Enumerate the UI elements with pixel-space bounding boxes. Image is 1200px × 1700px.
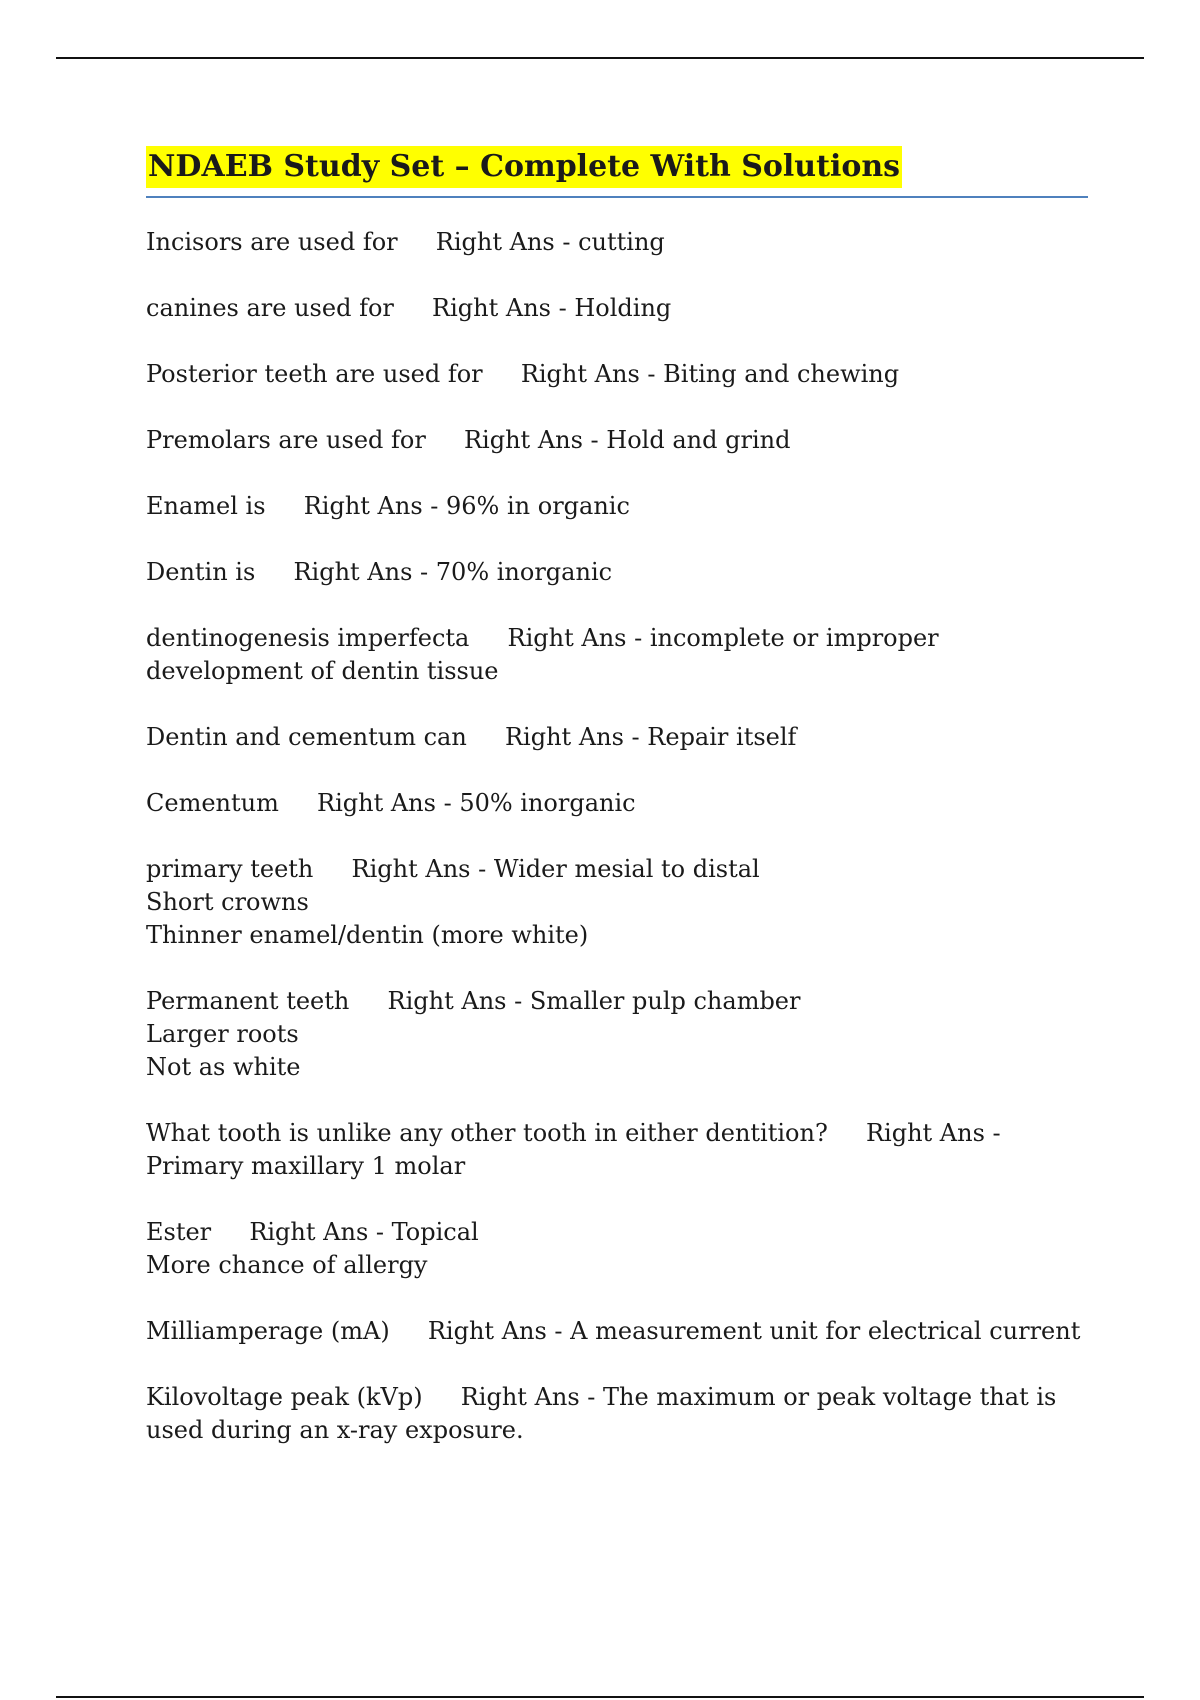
qa-list bbox=[146, 226, 1088, 1447]
question-text: Kilovoltage peak (kVp) bbox=[146, 1383, 423, 1411]
question-text: Dentin and cementum can bbox=[146, 723, 467, 751]
answer-text: Right Ans - 50% inorganic bbox=[317, 789, 636, 817]
qa-item bbox=[146, 556, 1088, 589]
answer-extra-line: Short crowns bbox=[146, 888, 309, 916]
answer-text: Right Ans - cutting bbox=[435, 228, 665, 256]
document-body bbox=[146, 146, 1088, 1480]
answer-text: Right Ans - incomplete or improper development of dentin tissue bbox=[146, 624, 947, 685]
qa-item bbox=[146, 1315, 1088, 1348]
qa-item bbox=[146, 622, 1088, 688]
title-block bbox=[146, 146, 1088, 198]
document-title: NDAEB Study Set – Complete With Solutions bbox=[146, 146, 902, 188]
answer-text: Right Ans - Topical bbox=[249, 1218, 479, 1246]
question-text: primary teeth bbox=[146, 855, 314, 883]
qa-item bbox=[146, 787, 1088, 820]
question-text: What tooth is unlike any other tooth in either dentition? bbox=[146, 1119, 828, 1147]
answer-extra-line: More chance of allergy bbox=[146, 1251, 428, 1279]
question-text: dentinogenesis imperfecta bbox=[146, 624, 470, 652]
answer-text: Right Ans - Repair itself bbox=[504, 723, 797, 751]
question-text: Enamel is bbox=[146, 492, 266, 520]
qa-item bbox=[146, 226, 1088, 259]
qa-item bbox=[146, 1117, 1088, 1183]
qa-item bbox=[146, 721, 1088, 754]
answer-extra-line: Not as white bbox=[146, 1053, 301, 1081]
answer-text: Right Ans - Wider mesial to distal bbox=[351, 855, 760, 883]
qa-item bbox=[146, 853, 1088, 952]
qa-item bbox=[146, 490, 1088, 523]
question-text: Dentin is bbox=[146, 558, 256, 586]
question-text: canines are used for bbox=[146, 294, 394, 322]
header-rule bbox=[56, 57, 1144, 59]
qa-item bbox=[146, 1381, 1088, 1447]
question-text: Premolars are used for bbox=[146, 426, 426, 454]
qa-item bbox=[146, 985, 1088, 1084]
qa-item bbox=[146, 1216, 1088, 1282]
answer-text: Right Ans - Holding bbox=[432, 294, 672, 322]
answer-extra-line: Thinner enamel/dentin (more white) bbox=[146, 921, 589, 949]
question-text: Cementum bbox=[146, 789, 279, 817]
answer-text: Right Ans - 70% inorganic bbox=[293, 558, 613, 586]
answer-text: Right Ans - Hold and grind bbox=[463, 426, 791, 454]
answer-text: Right Ans - Biting and chewing bbox=[520, 360, 900, 388]
question-text: Permanent teeth bbox=[146, 987, 350, 1015]
footer-rule bbox=[56, 1696, 1144, 1698]
qa-item bbox=[146, 358, 1088, 391]
question-text: Posterior teeth are used for bbox=[146, 360, 483, 388]
answer-text: Right Ans - Primary maxillary 1 molar bbox=[146, 1119, 1009, 1180]
question-text: Ester bbox=[146, 1218, 212, 1246]
question-text: Milliamperage (mA) bbox=[146, 1317, 390, 1345]
qa-item bbox=[146, 424, 1088, 457]
qa-item bbox=[146, 292, 1088, 325]
question-text: Incisors are used for bbox=[146, 228, 398, 256]
answer-text: Right Ans - 96% in organic bbox=[303, 492, 630, 520]
answer-text: Right Ans - Smaller pulp chamber bbox=[387, 987, 801, 1015]
answer-text: Right Ans - The maximum or peak voltage that is used during an x-ray exposure. bbox=[146, 1383, 1064, 1444]
answer-extra-line: Larger roots bbox=[146, 1020, 299, 1048]
answer-text: Right Ans - A measurement unit for electrical current bbox=[427, 1317, 1081, 1345]
